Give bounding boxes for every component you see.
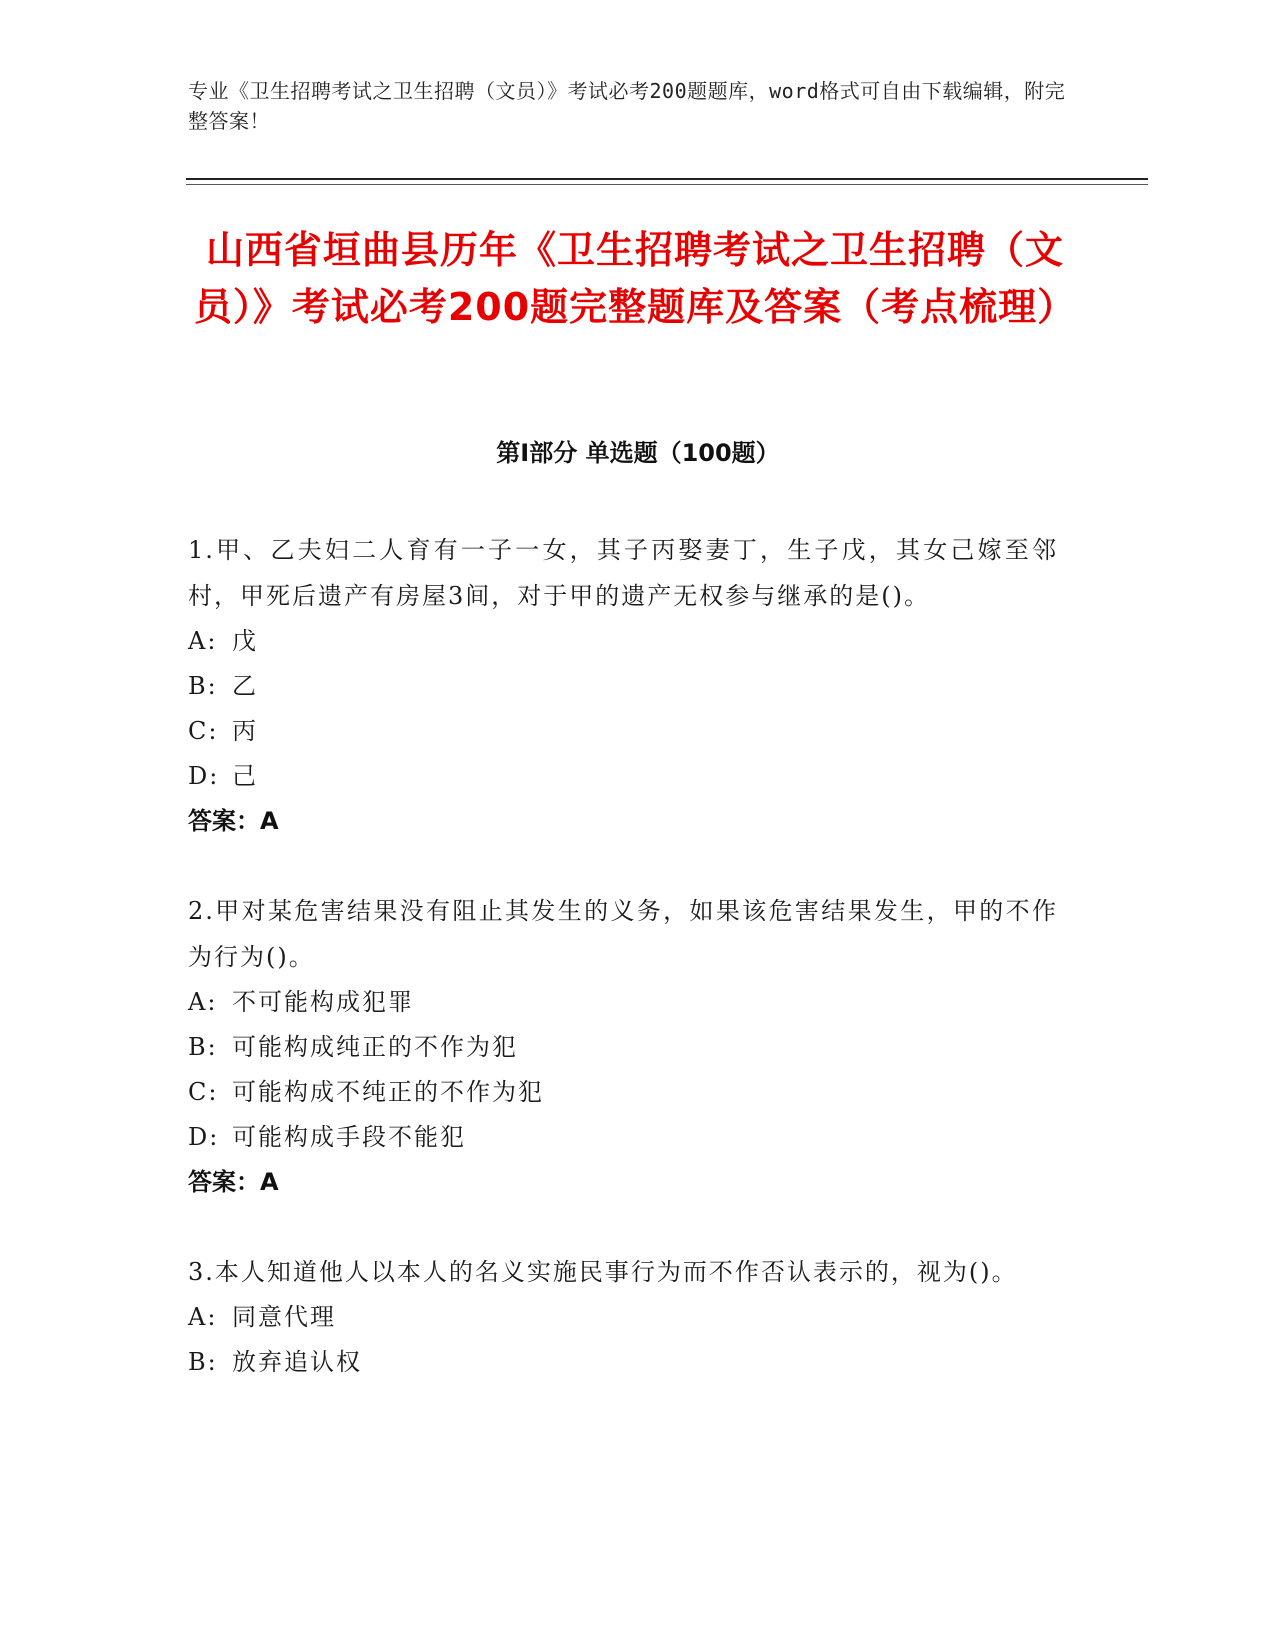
question-stem: 1.甲、乙夫妇二人育有一子一女，其子丙娶妻丁，生子戊，其女己嫁至邻村，甲死后遗产有房屋3间，对于甲的遗产无权参与继承的是()。	[188, 536, 1058, 610]
question-3	[188, 1249, 1058, 1385]
option-key: A:	[188, 627, 218, 655]
option-c	[188, 1070, 1058, 1115]
option-key: A:	[188, 988, 218, 1016]
option-key: B:	[188, 1348, 218, 1376]
option-b	[188, 1025, 1058, 1070]
header-divider-thin	[186, 184, 1148, 185]
option-text: 可能构成手段不能犯	[232, 1123, 466, 1151]
option-text: 戊	[232, 627, 258, 655]
option-key: A:	[188, 1303, 218, 1331]
option-c	[188, 709, 1058, 754]
answer-line: 答案：A	[188, 807, 279, 835]
question-1	[188, 527, 1058, 844]
option-key: D:	[188, 1123, 220, 1151]
header-divider-thick	[186, 178, 1148, 180]
question-stem: 2.甲对某危害结果没有阻止其发生的义务，如果该危害结果发生，甲的不作为行为()。	[188, 897, 1058, 971]
question-spacer	[188, 844, 1058, 888]
option-a	[188, 1295, 1058, 1340]
option-key: B:	[188, 1033, 218, 1061]
document-title: 山西省垣曲县历年《卫生招聘考试之卫生招聘（文员）》考试必考200题完整题库及答案（考点梳理）	[193, 228, 1077, 329]
option-text: 同意代理	[232, 1303, 336, 1331]
question-list	[188, 527, 1058, 1385]
option-d	[188, 1115, 1058, 1160]
question-2	[188, 888, 1058, 1205]
section-title: 第I部分 单选题（100题）	[496, 439, 780, 467]
option-key: C:	[188, 717, 219, 745]
option-key: B:	[188, 672, 218, 700]
option-text: 可能构成不纯正的不作为犯	[232, 1078, 544, 1106]
question-stem: 3.本人知道他人以本人的名义实施民事行为而不作否认表示的，视为()。	[188, 1258, 1018, 1286]
option-text: 乙	[232, 672, 258, 700]
option-b	[188, 664, 1058, 709]
option-text: 己	[232, 762, 258, 790]
question-spacer	[188, 1205, 1058, 1249]
option-key: C:	[188, 1078, 219, 1106]
option-d	[188, 754, 1058, 799]
option-text: 放弃追认权	[232, 1348, 362, 1376]
option-a	[188, 980, 1058, 1025]
answer-line: 答案：A	[188, 1168, 279, 1196]
option-text: 可能构成纯正的不作为犯	[232, 1033, 518, 1061]
option-text: 丙	[232, 717, 258, 745]
option-key: D:	[188, 762, 220, 790]
option-text: 不可能构成犯罪	[232, 988, 414, 1016]
option-b	[188, 1340, 1058, 1385]
header-note: 专业《卫生招聘考试之卫生招聘（文员）》考试必考200题题库，word格式可自由下载编辑，附完整答案！	[188, 79, 1066, 133]
option-a	[188, 619, 1058, 664]
